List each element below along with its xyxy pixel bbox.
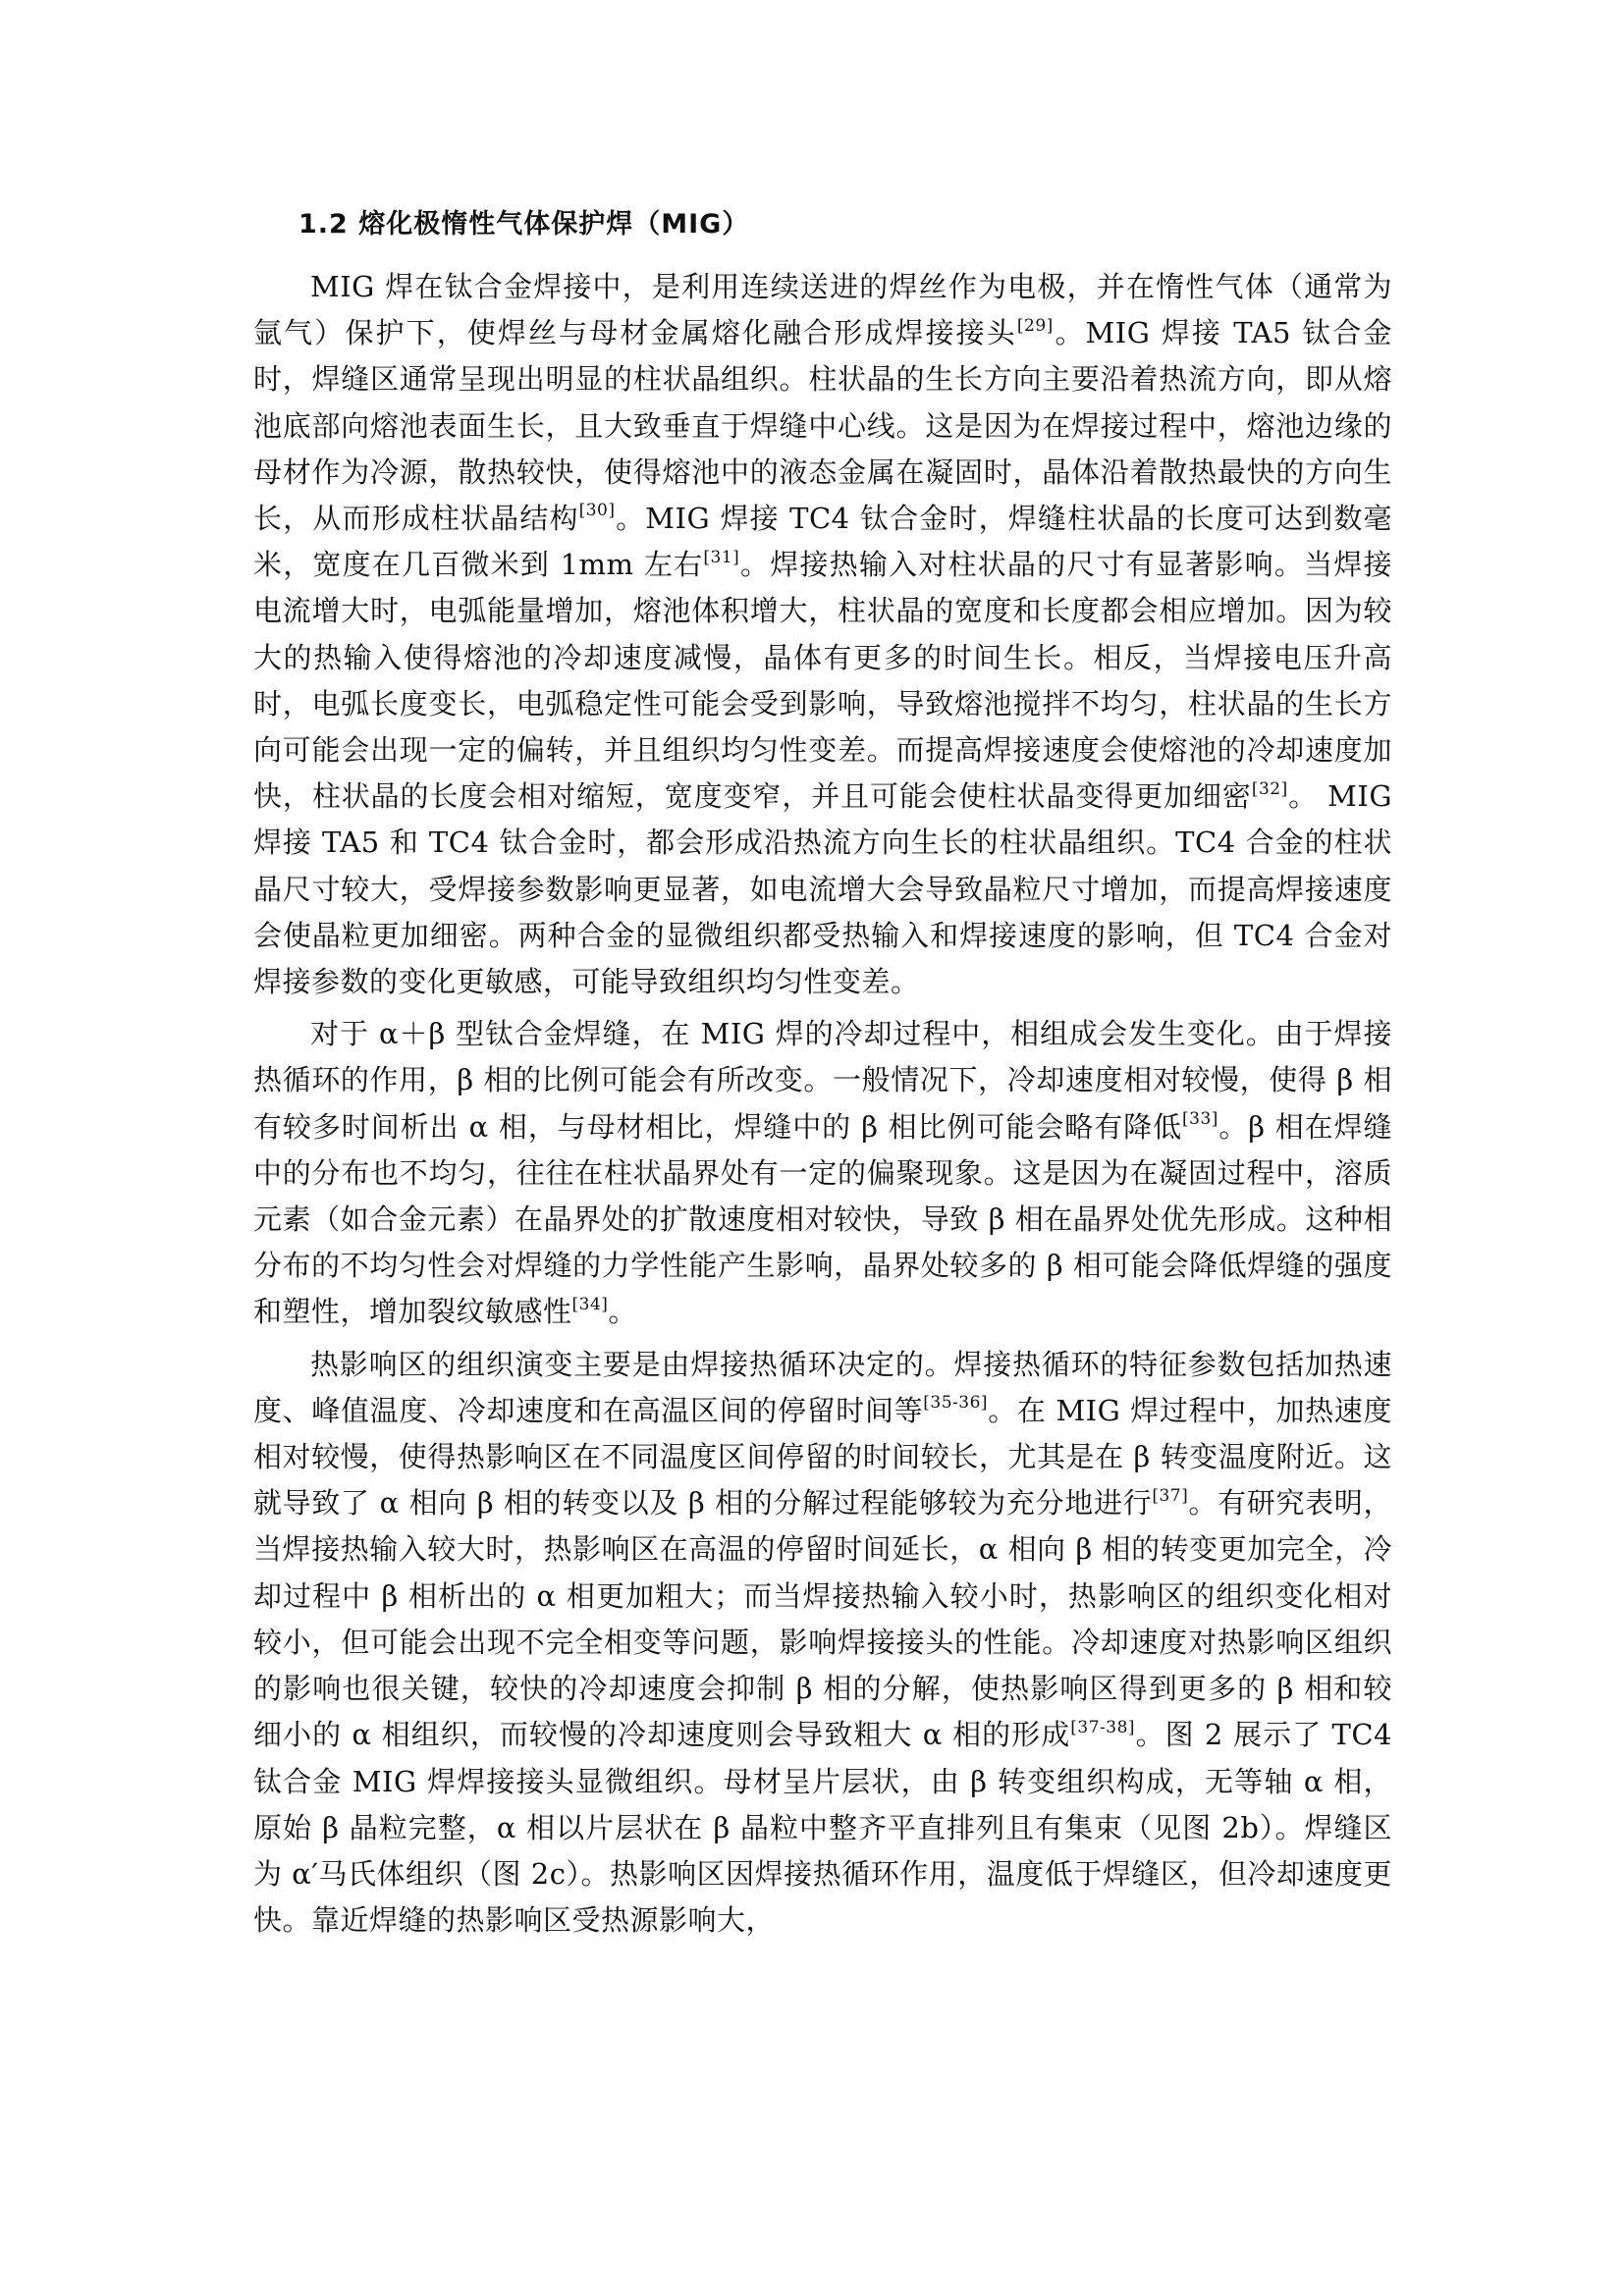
- paragraph-text: 。β 相在焊缝中的分布也不均匀，往往在柱状晶界处有一定的偏聚现象。这是因为在凝固过程中，溶质元素（如合金元素）在晶界处的扩散速度相对较快，导致 β 相在晶界处优先形成。这种相分布的不均匀性会对焊缝的力学性能产生影响，晶界处较多的 β 相可能会降低焊缝的强度和塑性，增加裂纹敏感性: [253, 1109, 1393, 1329]
- citation-ref: [37]: [1152, 1485, 1189, 1506]
- citation-ref: [31]: [703, 547, 740, 567]
- body-text: [253, 264, 1392, 1944]
- citation-ref: [30]: [578, 501, 616, 521]
- citation-ref: [33]: [1182, 1109, 1218, 1129]
- paragraph-text: 。 MIG 焊接 TA5 和 TC4 钛合金时，都会形成沿热流方向生长的柱状晶组织。TC4 合金的柱状晶尺寸较大，受焊接参数影响更显著，如电流增大会导致晶粒尺寸增加，而提高焊接速度会使晶粒更加细密。两种合金的显微组织都受热输入和焊接速度的影响，但 TC4 合金对焊接参数的变化更敏感，可能导致组织均匀性变差。: [253, 779, 1392, 999]
- paragraph-text: 。MIG 焊接 TA5 钛合金时，焊缝区通常呈现出明显的柱状晶组织。柱状晶的生长方向主要沿着热流方向，即从熔池底部向熔池表面生长，且大致垂直于焊缝中心线。这是因为在焊接过程中，熔池边缘的母材作为冷源，散热较快，使得熔池中的液态金属在凝固时，晶体沿着散热最快的方向生长，从而形成柱状晶结构: [253, 316, 1392, 536]
- paragraph-text: 。: [608, 1295, 637, 1329]
- citation-ref: [37-38]: [1070, 1717, 1136, 1737]
- paragraph-text: 热影响区的组织演变主要是由焊接热循环决定的。焊接热循环的特征参数包括加热速度、峰值温度、冷却速度和在高温区间的停留时间等: [253, 1347, 1392, 1427]
- section-heading: 1.2 熔化极惰性气体保护焊（MIG）: [298, 209, 750, 240]
- paragraph-text: 。MIG 焊接 TC4 钛合金时，焊缝柱状晶的长度可达到数毫米，宽度在几百微米到 1mm 左右: [253, 502, 1392, 582]
- citation-ref: [35-36]: [923, 1393, 989, 1414]
- paragraph-text: 。焊接热输入对柱状晶的尺寸有显著影响。当焊接电流增大时，电弧能量增加，熔池体积增大，柱状晶的宽度和长度都会相应增加。因为较大的热输入使得熔池的冷却速度减慢，晶体有更多的时间生长。相反，当焊接电压升高时，电弧长度变长，电弧稳定性可能会受到影响，导致熔池搅拌不均匀，柱状晶的生长方向可能会出现一定的偏转，并且组织均匀性变差。而提高焊接速度会使熔池的冷却速度加快，柱状晶的长度会相对缩短，宽度变窄，并且可能会使柱状晶变得更加细密: [253, 548, 1392, 814]
- paragraph-text: 对于 α＋β 型钛合金焊缝，在 MIG 焊的冷却过程中，相组成会发生变化。由于焊接热循环的作用，β 相的比例可能会有所改变。一般情况下，冷却速度相对较慢，使得 β 相有较多时间析出 α 相，与母材相比，焊缝中的 β 相比例可能会略有降低: [253, 1017, 1392, 1144]
- paragraph-text: 。有研究表明，当焊接热输入较大时，热影响区在高温的停留时间延长，α 相向 β 相的转变更加完全，冷却过程中 β 相析出的 α 相更加粗大；而当焊接热输入较小时，热影响区的组织变化相对较小，但可能会出现不完全相变等问题，影响焊接接头的性能。冷却速度对热影响区组织的影响也很关键，较快的冷却速度会抑制 β 相的分解，使热影响区得到更多的 β 相和较细小的 α 相组织，而较慢的冷却速度则会导致粗大 α 相的形成: [253, 1486, 1392, 1752]
- body-paragraph: [253, 1011, 1392, 1335]
- body-paragraph: [253, 264, 1392, 1005]
- paragraph-text: 。图 2 展示了 TC4 钛合金 MIG 焊焊接接头显微组织。母材呈片层状，由 β 转变组织构成，无等轴 α 相，原始 β 晶粒完整，α 相以片层状在 β 晶粒中整齐平直排列且有集束（见图 2b）。焊缝区为 α′马氏体组织（图 2c）。热影响区因焊接热循环作用，温度低于焊缝区，但冷却速度更快。靠近焊缝的热影响区受热源影响大，: [253, 1718, 1392, 1938]
- body-paragraph: [253, 1342, 1392, 1945]
- document-page: [253, 201, 1392, 1944]
- paragraph-text: 。在 MIG 焊过程中，加热速度相对较慢，使得热影响区在不同温度区间停留的时间较长，尤其是在 β 转变温度附近。这就导致了 α 相向 β 相的转变以及 β 相的分解过程能够较为充分地进行: [253, 1393, 1392, 1521]
- citation-ref: [34]: [571, 1294, 609, 1314]
- citation-ref: [29]: [1016, 315, 1054, 336]
- paragraph-text: MIG 焊在钛合金焊接中，是利用连续送进的焊丝作为电极，并在惰性气体（通常为氩气）保护下，使焊丝与母材金属熔化融合形成焊接接头: [253, 270, 1392, 350]
- citation-ref: [32]: [1251, 778, 1288, 799]
